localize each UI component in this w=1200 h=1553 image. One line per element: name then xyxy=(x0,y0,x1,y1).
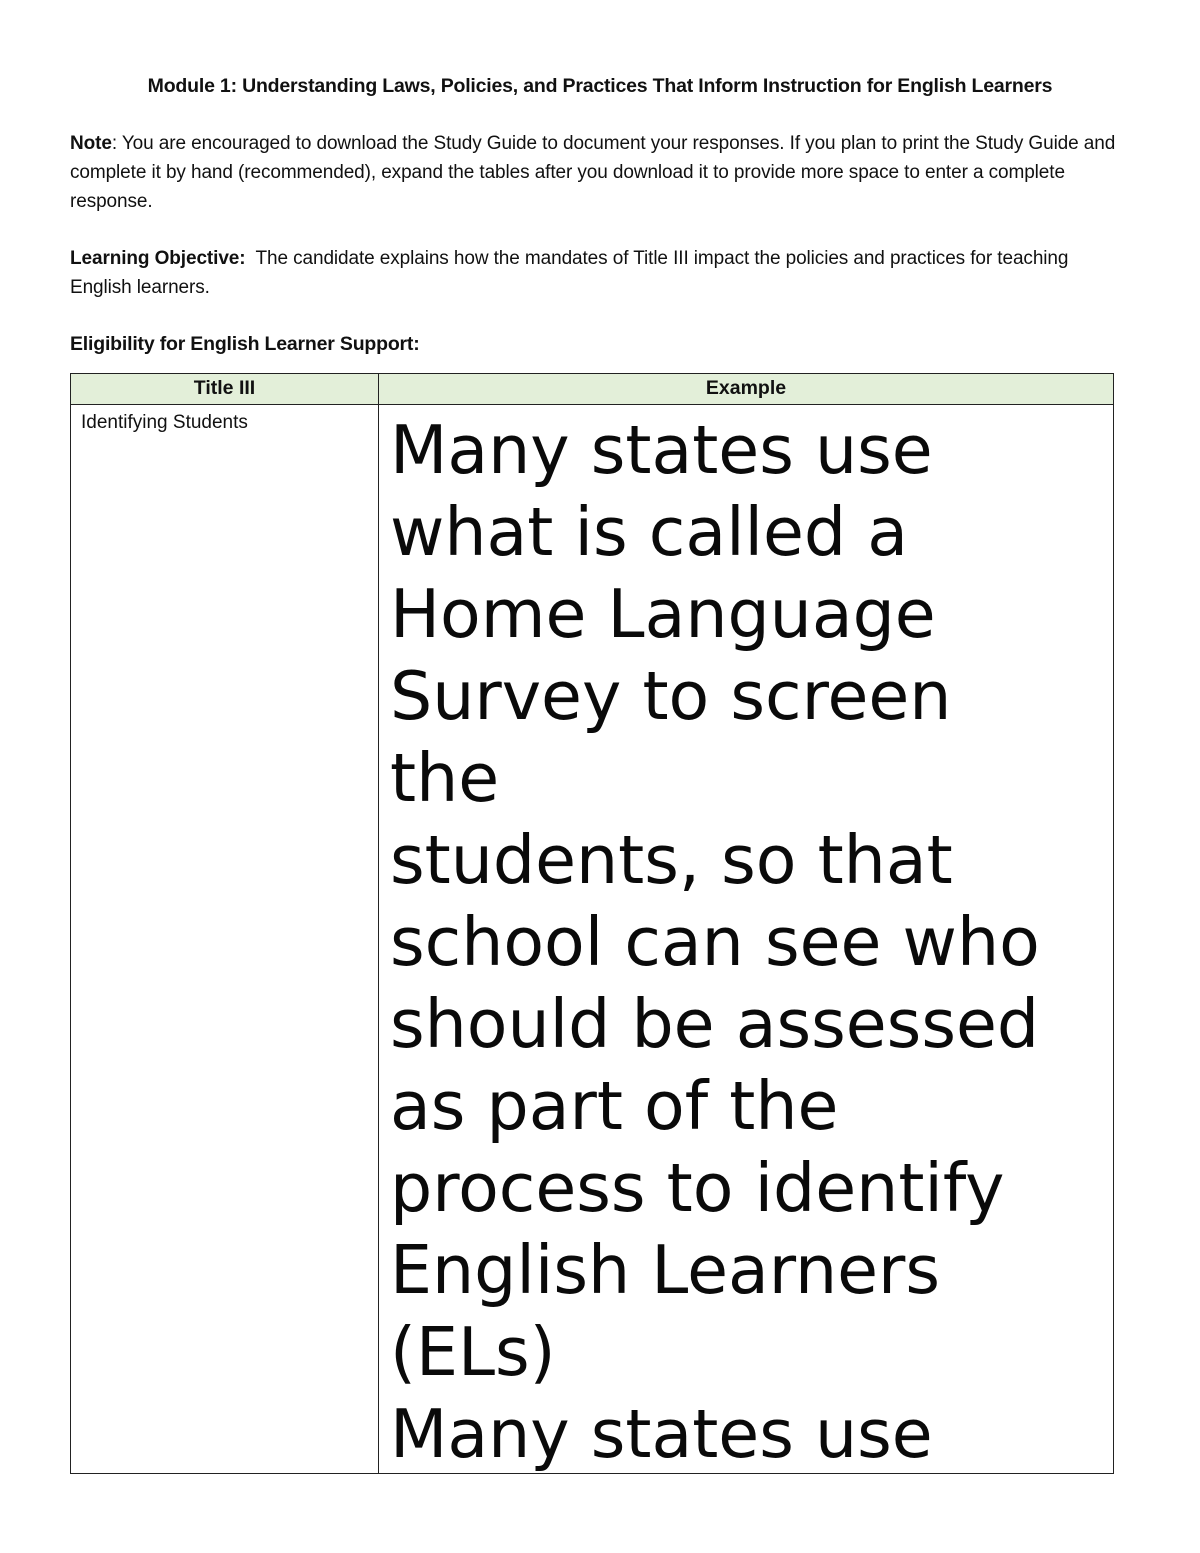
eligibility-table xyxy=(70,373,1114,1474)
note-label: Note xyxy=(70,133,112,154)
objective-label: Learning Objective: xyxy=(70,248,246,269)
header-title-iii: Title III xyxy=(71,374,379,405)
table-header-row xyxy=(71,374,1114,405)
note-paragraph xyxy=(70,129,1130,216)
note-text: : You are encouraged to download the Study Guide to document your responses. If you plan to print the Study Guide and complete it by hand (recommended), expand the tables after you download it to provide more space to enter a complete response. xyxy=(70,133,1116,212)
objective-text: The candidate explains how the mandates of Title III impact the policies and practices for teaching English learners. xyxy=(70,248,1074,298)
example-text-area[interactable] xyxy=(379,405,1113,1471)
table-row xyxy=(71,405,1114,1474)
row-label-cell xyxy=(71,405,379,1474)
page-title: Module 1: Understanding Laws, Policies, and Practices That Inform Instruction for English Learners xyxy=(147,75,1053,97)
learning-objective-paragraph xyxy=(70,244,1130,302)
row-label: Identifying Students xyxy=(81,412,248,433)
example-text: Many states use what is called a Home Language Survey to screen the students, so that school can see who should be assessed as part of the process to identify English Learners (ELs) Many states use xyxy=(390,411,1040,1471)
row-example-cell[interactable] xyxy=(379,405,1114,1474)
header-example: Example xyxy=(379,374,1114,405)
section-heading: Eligibility for English Learner Support: xyxy=(70,333,420,355)
